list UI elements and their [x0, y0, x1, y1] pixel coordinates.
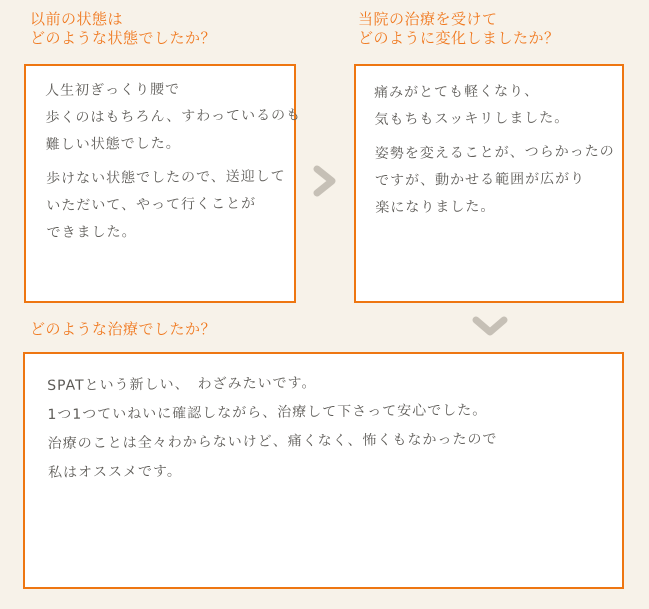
- handwritten-line: 人生初ぎっくり腰で: [45, 81, 181, 99]
- handwritten-line: 気もちもスッキリしました。: [374, 109, 570, 128]
- handwritten-line: 私はオススメです。: [47, 463, 182, 481]
- handwritten-line: 歩くのはもちろん、すわっているのも: [45, 107, 302, 126]
- handwritten-line: できました。: [46, 224, 137, 241]
- question-after-heading: [358, 10, 560, 48]
- handwritten-line: いただいて、やって行くことが: [46, 195, 257, 214]
- handwritten-line: ですが、動かせる範囲が広がり: [374, 170, 586, 189]
- handwritten-line: 難しい状態でした。: [45, 135, 181, 153]
- handwritten-line: 治療のことは全々わからないけど、痛くなく、怖くもなかったので: [47, 431, 498, 452]
- handwritten-answer-treatment: [47, 367, 498, 488]
- question-before-line1: 以前の状態は: [30, 10, 124, 28]
- question-treatment-heading: [30, 320, 216, 339]
- handwritten-line: 1つ1つていねいに確認しながら、治療して下さって安心でした。: [47, 402, 488, 423]
- chevron-right-icon: [311, 165, 339, 197]
- answer-box-before: [24, 64, 302, 303]
- handwritten-answer-after: [374, 77, 615, 222]
- question-after-line2: どのように変化しましたか？: [358, 29, 560, 47]
- handwritten-line: SPATという新しい、 わざみたいです。: [47, 375, 317, 394]
- handwritten-answer-before: [45, 75, 302, 247]
- answer-box-treatment: [23, 352, 624, 589]
- question-after-line1: 当院の治療を受けて: [358, 10, 498, 28]
- handwritten-line: 痛みがとても軽くなり、: [374, 83, 540, 101]
- handwritten-line: 姿勢を変えることが、つらかったの: [374, 143, 615, 162]
- handwritten-line: 楽になりました。: [375, 198, 496, 216]
- question-before-heading: [30, 10, 216, 48]
- chevron-down-icon: [471, 315, 509, 337]
- answer-box-after: [354, 64, 624, 303]
- handwritten-line: 歩けない状態でしたので、送迎して: [45, 168, 286, 187]
- question-treatment-line1: どのような治療でしたか？: [30, 320, 217, 338]
- question-before-line2: どのような状態でしたか？: [30, 29, 217, 47]
